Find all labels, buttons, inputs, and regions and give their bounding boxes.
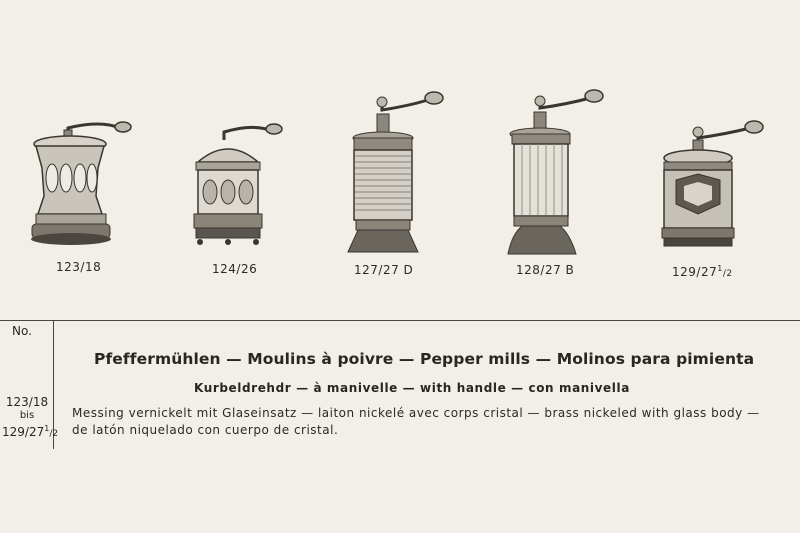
description	[72, 405, 782, 439]
pepper-mill-icon	[344, 90, 454, 256]
range-bis: bis	[19, 410, 35, 421]
pepper-mill-icon	[656, 118, 768, 258]
section-heading: Pfeffermühlen — Moulins à poivre — Pepper mills — Molinos para pimienta	[94, 350, 755, 368]
product-number: 123/18	[56, 260, 102, 274]
product-number: 128/27 B	[516, 263, 575, 277]
pepper-mill-icon	[504, 88, 614, 258]
number-column-header: No.	[12, 324, 32, 338]
pepper-mill-icon	[28, 118, 138, 256]
range-end: $129/27^1/2$	[2, 424, 59, 439]
number-range	[2, 395, 59, 441]
range-start: 123/18	[5, 395, 49, 409]
description-line: Messing vernickelt mit Glaseinsatz — laiton nickelé avec corps cristal — brass nickeled with glass body —	[72, 406, 760, 420]
product-number: 124/26	[212, 262, 258, 276]
pepper-mill-icon	[190, 122, 290, 256]
product-number: $129/27^1/2$	[672, 264, 733, 279]
divider	[0, 320, 800, 321]
description-line: de latón niquelado con cuerpo de cristal.	[72, 423, 339, 437]
section-subheading: Kurbeldrehdr — à manivelle — with handle — con manivella	[194, 381, 630, 395]
product-number: 127/27 D	[354, 263, 414, 277]
